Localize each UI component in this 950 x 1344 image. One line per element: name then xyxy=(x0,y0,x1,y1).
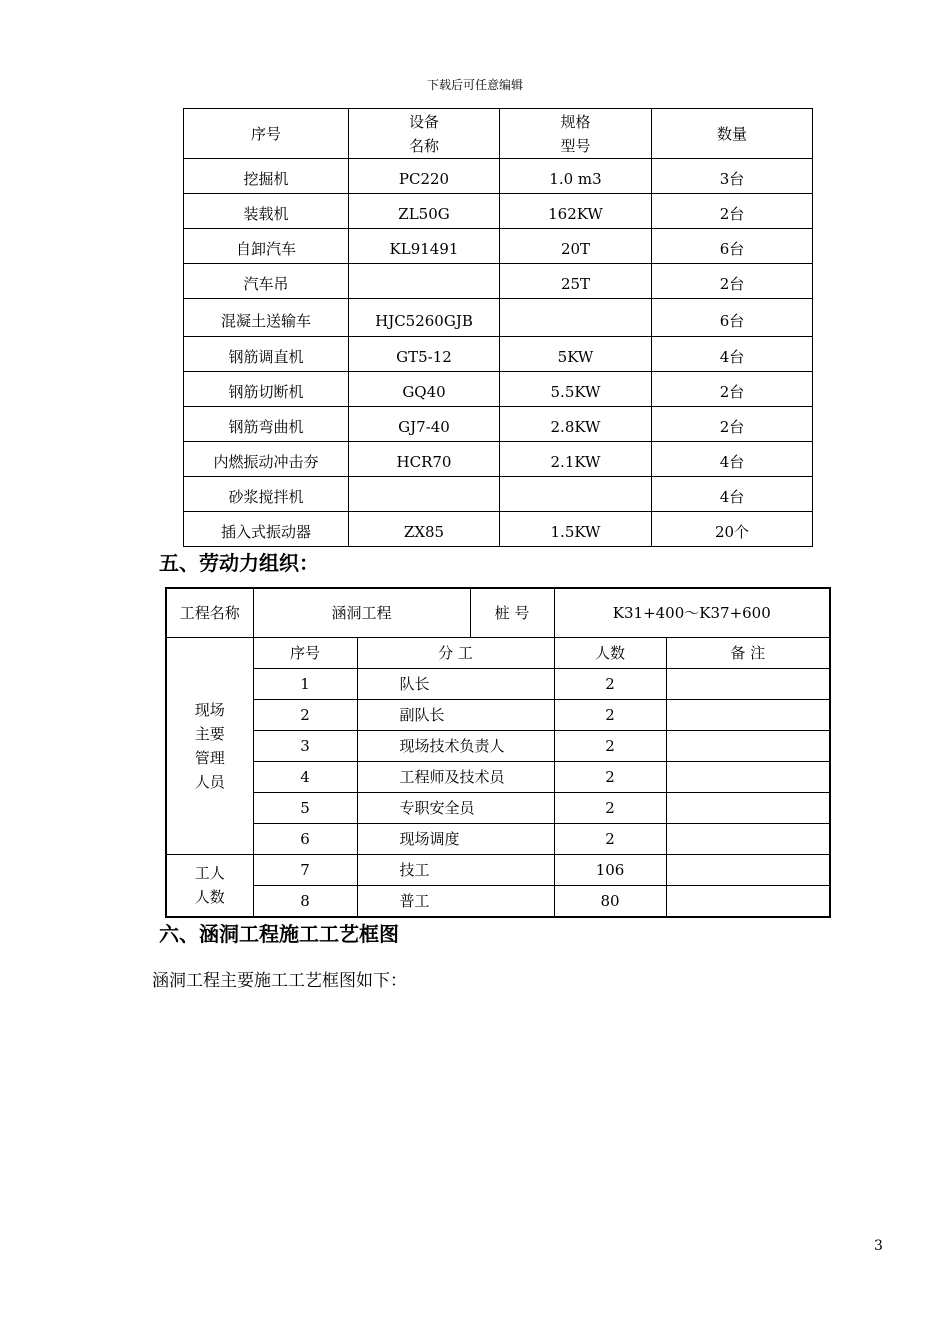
table-cell: 2.1KW xyxy=(500,442,652,477)
table-row xyxy=(184,477,813,512)
table-cell: HCR70 xyxy=(349,442,500,477)
table-cell: 5 xyxy=(253,792,357,823)
table-cell: ZL50G xyxy=(349,194,500,229)
table-cell: 25T xyxy=(500,264,652,299)
table-cell: 2 xyxy=(253,699,357,730)
table-row xyxy=(166,668,830,699)
table-cell xyxy=(500,477,652,512)
table-cell: 钢筋调直机 xyxy=(184,337,349,372)
table-cell: 2 xyxy=(554,730,666,761)
col-header-note: 备 注 xyxy=(666,637,830,668)
table-cell xyxy=(666,730,830,761)
table-cell: 插入式振动器 xyxy=(184,512,349,547)
table-cell: 8 xyxy=(253,885,357,917)
table-cell xyxy=(666,854,830,885)
table-cell: 钢筋弯曲机 xyxy=(184,407,349,442)
table-row xyxy=(166,823,830,854)
table-cell: KL91491 xyxy=(349,229,500,264)
col-header-role: 分 工 xyxy=(357,637,554,668)
table-row xyxy=(166,730,830,761)
page-number: 3 xyxy=(874,1238,883,1254)
table-cell: HJC5260GJB xyxy=(349,299,500,337)
table-row xyxy=(166,699,830,730)
equipment-table xyxy=(183,108,813,547)
table-cell xyxy=(349,477,500,512)
table-cell: GQ40 xyxy=(349,372,500,407)
labor-table xyxy=(165,587,831,918)
table-cell xyxy=(666,792,830,823)
table-row xyxy=(184,194,813,229)
header-note: 下载后可任意编辑 xyxy=(426,78,523,92)
table-cell: 4台 xyxy=(652,442,813,477)
section6-title: 六、涵洞工程施工工艺框图 xyxy=(159,922,399,946)
table-row xyxy=(184,372,813,407)
table-cell: 20T xyxy=(500,229,652,264)
table-cell: 工程师及技术员 xyxy=(357,761,554,792)
table-cell xyxy=(666,761,830,792)
table-cell: 6台 xyxy=(652,299,813,337)
table-cell: 汽车吊 xyxy=(184,264,349,299)
labor-header-row xyxy=(166,637,830,668)
table-cell: 自卸汽车 xyxy=(184,229,349,264)
table-cell: ZX85 xyxy=(349,512,500,547)
table-cell: GJ7-40 xyxy=(349,407,500,442)
table-cell xyxy=(666,823,830,854)
table-cell: 4台 xyxy=(652,337,813,372)
table-cell: 2 xyxy=(554,823,666,854)
group2-label: 工人 人数 xyxy=(166,854,253,917)
table-cell: 砂浆搅拌机 xyxy=(184,477,349,512)
table-cell: 现场调度 xyxy=(357,823,554,854)
table-cell: 80 xyxy=(554,885,666,917)
table-cell: 6 xyxy=(253,823,357,854)
project-label: 工程名称 xyxy=(166,588,253,637)
table-row xyxy=(184,159,813,194)
table-cell: 5.5KW xyxy=(500,372,652,407)
table-cell: PC220 xyxy=(349,159,500,194)
project-value: 涵洞工程 xyxy=(253,588,470,637)
table-row xyxy=(166,854,830,885)
table-cell: 2 xyxy=(554,668,666,699)
table-cell: 5KW xyxy=(500,337,652,372)
table-cell xyxy=(666,699,830,730)
table-cell: 挖掘机 xyxy=(184,159,349,194)
table-cell: 2 xyxy=(554,699,666,730)
equipment-header-cell: 设备 名称 xyxy=(349,109,500,159)
table-cell: 162KW xyxy=(500,194,652,229)
table-cell: 普工 xyxy=(357,885,554,917)
table-cell: 2.8KW xyxy=(500,407,652,442)
table-cell: 2 xyxy=(554,761,666,792)
col-header-seq: 序号 xyxy=(253,637,357,668)
table-cell xyxy=(666,668,830,699)
table-cell: 106 xyxy=(554,854,666,885)
table-cell: 3台 xyxy=(652,159,813,194)
table-cell: 副队长 xyxy=(357,699,554,730)
table-row xyxy=(184,512,813,547)
table-row xyxy=(166,885,830,917)
table-cell: GT5-12 xyxy=(349,337,500,372)
station-value: K31+400～K37+600 xyxy=(554,588,830,637)
table-cell: 6台 xyxy=(652,229,813,264)
table-cell: 3 xyxy=(253,730,357,761)
table-cell xyxy=(349,264,500,299)
table-cell: 现场技术负责人 xyxy=(357,730,554,761)
table-cell: 1.0 m3 xyxy=(500,159,652,194)
table-cell xyxy=(500,299,652,337)
table-cell: 专职安全员 xyxy=(357,792,554,823)
table-cell: 混凝土送输车 xyxy=(184,299,349,337)
labor-project-row xyxy=(166,588,830,637)
table-cell: 2台 xyxy=(652,194,813,229)
table-row xyxy=(166,792,830,823)
table-cell xyxy=(666,885,830,917)
table-cell: 2台 xyxy=(652,264,813,299)
table-cell: 7 xyxy=(253,854,357,885)
table-row xyxy=(166,761,830,792)
table-cell: 4 xyxy=(253,761,357,792)
group1-label: 现场 主要 管理 人员 xyxy=(166,637,253,854)
table-row xyxy=(184,299,813,337)
table-cell: 4台 xyxy=(652,477,813,512)
equipment-header-row xyxy=(184,109,813,159)
section5-title: 五、劳动力组织： xyxy=(159,551,319,575)
table-row xyxy=(184,264,813,299)
table-row xyxy=(184,407,813,442)
table-cell: 钢筋切断机 xyxy=(184,372,349,407)
table-row xyxy=(184,229,813,264)
table-cell: 2台 xyxy=(652,407,813,442)
equipment-header-cell: 规格 型号 xyxy=(500,109,652,159)
table-cell: 1.5KW xyxy=(500,512,652,547)
table-cell: 20个 xyxy=(652,512,813,547)
table-cell: 队长 xyxy=(357,668,554,699)
section6-paragraph: 涵洞工程主要施工工艺框图如下： xyxy=(152,971,407,991)
table-cell: 技工 xyxy=(357,854,554,885)
table-cell: 1 xyxy=(253,668,357,699)
table-cell: 2台 xyxy=(652,372,813,407)
station-label: 桩 号 xyxy=(470,588,554,637)
col-header-count: 人数 xyxy=(554,637,666,668)
table-row xyxy=(184,337,813,372)
table-cell: 内燃振动冲击夯 xyxy=(184,442,349,477)
equipment-header-cell: 序号 xyxy=(184,109,349,159)
table-row xyxy=(184,442,813,477)
table-cell: 2 xyxy=(554,792,666,823)
table-cell: 装载机 xyxy=(184,194,349,229)
equipment-header-cell: 数量 xyxy=(652,109,813,159)
